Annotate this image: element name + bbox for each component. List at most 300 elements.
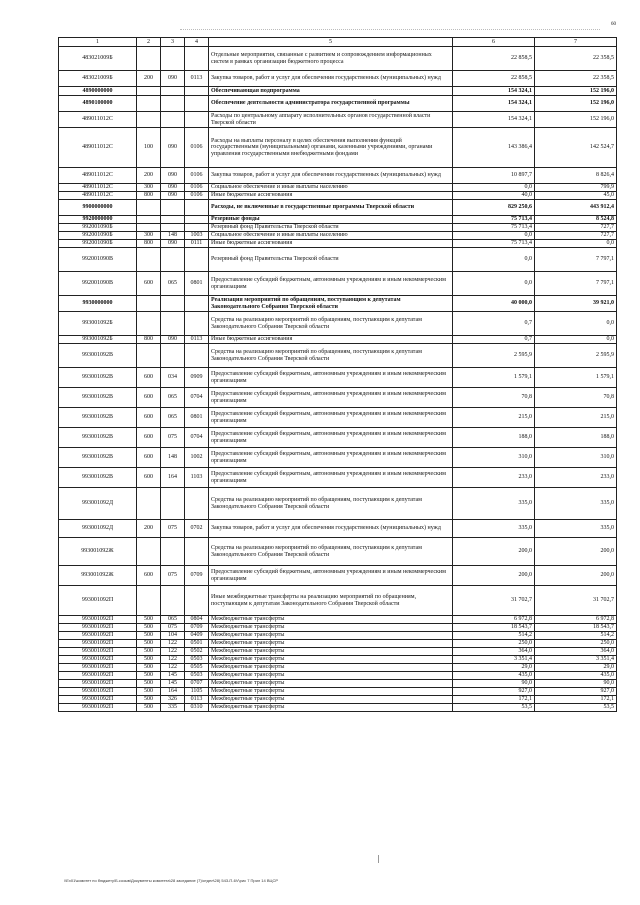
row-amount-1: 188,0 — [453, 428, 535, 448]
row-amount-2: 45,0 — [535, 192, 617, 200]
row-rz: 148 — [161, 448, 185, 468]
row-code: 483021009Б — [59, 47, 137, 71]
row-amount-2: 6 972,8 — [535, 616, 617, 624]
row-pr: 0409 — [185, 632, 209, 640]
table-row — [59, 296, 617, 312]
row-rz — [161, 488, 185, 520]
row-name: Предоставление субсидий бюджетным, автономным учреждениям и иным некоммерческим организациям — [209, 408, 453, 428]
row-amount-1: 70,8 — [453, 388, 535, 408]
row-name: Межбюджетные трансферты — [209, 624, 453, 632]
row-name: Иные бюджетные ассигнования — [209, 336, 453, 344]
row-name: Предоставление субсидий бюджетным, автономным учреждениям и иным некоммерческим организациям — [209, 272, 453, 296]
row-rz: 090 — [161, 192, 185, 200]
row-code: 993001092П — [59, 688, 137, 696]
row-code: 993001092Б — [59, 336, 137, 344]
row-amount-1: 143 386,4 — [453, 128, 535, 168]
row-amount-1: 18 543,7 — [453, 624, 535, 632]
row-amount-2: 200,0 — [535, 538, 617, 566]
table-row — [59, 428, 617, 448]
row-rz: 090 — [161, 168, 185, 184]
table-row — [59, 468, 617, 488]
row-vr: 600 — [137, 368, 161, 388]
table-row — [59, 184, 617, 192]
row-amount-2: 0,0 — [535, 312, 617, 336]
row-amount-1: 3 351,4 — [453, 656, 535, 664]
row-vr — [137, 216, 161, 224]
row-code: 993001092П — [59, 632, 137, 640]
row-amount-1: 154 324,1 — [453, 96, 535, 112]
row-amount-2: 310,0 — [535, 448, 617, 468]
row-vr: 500 — [137, 656, 161, 664]
table-row — [59, 312, 617, 336]
row-code: 993001092П — [59, 648, 137, 656]
row-name: Иные бюджетные ассигнования — [209, 192, 453, 200]
row-pr: 1003 — [185, 232, 209, 240]
row-amount-1: 0,0 — [453, 232, 535, 240]
row-pr: 0310 — [185, 704, 209, 712]
row-amount-2: 1 579,1 — [535, 368, 617, 388]
row-pr: 0503 — [185, 672, 209, 680]
row-vr: 600 — [137, 566, 161, 586]
row-amount-1: 22 858,5 — [453, 71, 535, 87]
row-vr: 600 — [137, 272, 161, 296]
row-amount-2: 0,0 — [535, 336, 617, 344]
row-name: Средства на реализацию мероприятий по обращениям, поступающим к депутатам Законодательного Собрания Тверской области — [209, 488, 453, 520]
table-row — [59, 632, 617, 640]
row-name: Межбюджетные трансферты — [209, 680, 453, 688]
row-code: 993001092В — [59, 344, 137, 368]
row-rz: 122 — [161, 664, 185, 672]
row-pr: 0709 — [185, 624, 209, 632]
row-code: 992001090В — [59, 248, 137, 272]
col-header-5: 5 — [209, 38, 453, 47]
row-amount-2: 8 826,4 — [535, 168, 617, 184]
row-vr: 800 — [137, 192, 161, 200]
row-code: 993001092П — [59, 616, 137, 624]
row-name: Социальное обеспечение и иные выплаты населению — [209, 184, 453, 192]
row-pr: 0106 — [185, 192, 209, 200]
row-vr: 500 — [137, 688, 161, 696]
row-pr: 0909 — [185, 368, 209, 388]
row-rz — [161, 586, 185, 616]
row-name: Реализация мероприятий по обращениям, поступающим к депутатам Законодательного Собрания Тверской области — [209, 296, 453, 312]
row-code: 4890100000 — [59, 96, 137, 112]
row-vr: 500 — [137, 616, 161, 624]
row-code: 993001092В — [59, 408, 137, 428]
row-name: Предоставление субсидий бюджетным, автономным учреждениям и иным некоммерческим организациям — [209, 566, 453, 586]
row-amount-2: 53,5 — [535, 704, 617, 712]
table-row — [59, 388, 617, 408]
row-amount-1: 2 595,9 — [453, 344, 535, 368]
row-name: Расходы, не включенные в государственные программы Тверской области — [209, 200, 453, 216]
table-row — [59, 696, 617, 704]
row-vr: 500 — [137, 704, 161, 712]
row-pr: 1002 — [185, 448, 209, 468]
row-rz: 335 — [161, 704, 185, 712]
row-amount-2: 7 797,1 — [535, 248, 617, 272]
row-code: 489011012С — [59, 184, 137, 192]
table-row — [59, 336, 617, 344]
row-code: 992001090В — [59, 272, 137, 296]
row-rz — [161, 87, 185, 96]
row-code: 993001092Ж — [59, 566, 137, 586]
row-amount-1: 31 702,7 — [453, 586, 535, 616]
row-name: Иные межбюджетные трансферты на реализацию мероприятий по обращениям, поступающим к депутатам Законодательного Собрания Тверской области — [209, 586, 453, 616]
row-pr: 1103 — [185, 468, 209, 488]
row-vr — [137, 224, 161, 232]
row-amount-1: 514,2 — [453, 632, 535, 640]
table-row — [59, 224, 617, 232]
row-amount-2: 90,0 — [535, 680, 617, 688]
row-amount-2: 31 702,7 — [535, 586, 617, 616]
row-amount-2: 18 543,7 — [535, 624, 617, 632]
row-amount-1: 364,0 — [453, 648, 535, 656]
row-pr: 0106 — [185, 168, 209, 184]
row-name: Предоставление субсидий бюджетным, автономным учреждениям и иным некоммерческим организациям — [209, 388, 453, 408]
row-code: 9920000000 — [59, 216, 137, 224]
row-pr: 0106 — [185, 128, 209, 168]
row-code: 489011012С — [59, 112, 137, 128]
row-vr — [137, 47, 161, 71]
row-pr — [185, 488, 209, 520]
table-row — [59, 640, 617, 648]
row-amount-2: 29,0 — [535, 664, 617, 672]
row-vr: 200 — [137, 168, 161, 184]
row-amount-2: 443 912,4 — [535, 200, 617, 216]
row-rz: 075 — [161, 566, 185, 586]
row-name: Резервный фонд Правительства Тверской области — [209, 224, 453, 232]
row-amount-1: 75 713,4 — [453, 216, 535, 224]
row-vr — [137, 586, 161, 616]
row-rz: 122 — [161, 656, 185, 664]
row-amount-2: 22 358,5 — [535, 71, 617, 87]
col-header-4: 4 — [185, 38, 209, 47]
table-row — [59, 240, 617, 248]
row-amount-2: 364,0 — [535, 648, 617, 656]
row-rz — [161, 216, 185, 224]
header-row — [59, 38, 617, 47]
row-code: 483021009Б — [59, 71, 137, 87]
row-vr — [137, 538, 161, 566]
row-pr: 0106 — [185, 184, 209, 192]
row-code: 993001092В — [59, 448, 137, 468]
row-code: 993001092П — [59, 680, 137, 688]
row-pr: 0502 — [185, 648, 209, 656]
row-name: Средства на реализацию мероприятий по обращениям, поступающим к депутатам Законодательного Собрания Тверской области — [209, 538, 453, 566]
budget-table — [58, 37, 617, 712]
row-pr — [185, 224, 209, 232]
table-row — [59, 96, 617, 112]
row-vr: 500 — [137, 696, 161, 704]
row-pr — [185, 586, 209, 616]
row-amount-2: 70,8 — [535, 388, 617, 408]
row-code: 993001092Д — [59, 520, 137, 538]
row-pr: 0111 — [185, 240, 209, 248]
row-rz: 164 — [161, 688, 185, 696]
row-rz: 104 — [161, 632, 185, 640]
row-vr: 500 — [137, 640, 161, 648]
row-amount-1: 40,0 — [453, 192, 535, 200]
row-amount-1: 335,0 — [453, 488, 535, 520]
row-rz: 065 — [161, 272, 185, 296]
row-rz: 164 — [161, 468, 185, 488]
table-row — [59, 616, 617, 624]
row-code: 993001092П — [59, 624, 137, 632]
row-rz: 090 — [161, 184, 185, 192]
table-row — [59, 648, 617, 656]
row-rz: 065 — [161, 408, 185, 428]
row-amount-2: 0,0 — [535, 240, 617, 248]
row-name: Предоставление субсидий бюджетным, автономным учреждениям и иным некоммерческим организациям — [209, 368, 453, 388]
row-amount-2: 215,0 — [535, 408, 617, 428]
row-amount-1: 0,7 — [453, 312, 535, 336]
row-code: 993001092П — [59, 656, 137, 664]
row-vr — [137, 488, 161, 520]
row-name: Расходы на выплаты персоналу в целях обеспечения выполнения функций государственными (муниципальными) органами, казенными учреждениями, органами управления государственными внебюджетными фондами — [209, 128, 453, 168]
row-name: Закупка товаров, работ и услуг для обеспечения государственных (муниципальных) нужд — [209, 71, 453, 87]
row-vr: 500 — [137, 624, 161, 632]
row-amount-1: 90,0 — [453, 680, 535, 688]
row-name: Расходы по центральному аппарату исполнительных органов государственной власти Тверской области — [209, 112, 453, 128]
table-row — [59, 168, 617, 184]
row-amount-2: 435,0 — [535, 672, 617, 680]
row-pr: 0709 — [185, 566, 209, 586]
table-row — [59, 704, 617, 712]
row-amount-2: 335,0 — [535, 488, 617, 520]
row-amount-1: 310,0 — [453, 448, 535, 468]
row-rz — [161, 296, 185, 312]
row-amount-1: 29,0 — [453, 664, 535, 672]
row-pr: 0113 — [185, 71, 209, 87]
row-name: Межбюджетные трансферты — [209, 696, 453, 704]
row-code: 993001092П — [59, 696, 137, 704]
row-rz: 090 — [161, 336, 185, 344]
row-amount-2: 799,9 — [535, 184, 617, 192]
row-pr: 0704 — [185, 388, 209, 408]
row-amount-2: 172,1 — [535, 696, 617, 704]
row-pr: 0702 — [185, 520, 209, 538]
row-name: Предоставление субсидий бюджетным, автономным учреждениям и иным некоммерческим организациям — [209, 448, 453, 468]
table-row — [59, 672, 617, 680]
table-row — [59, 232, 617, 240]
row-rz — [161, 248, 185, 272]
row-amount-2: 2 595,9 — [535, 344, 617, 368]
row-rz — [161, 312, 185, 336]
row-pr — [185, 87, 209, 96]
row-code: 993001092Б — [59, 312, 137, 336]
row-amount-2: 514,2 — [535, 632, 617, 640]
table-row — [59, 586, 617, 616]
row-amount-1: 75 713,4 — [453, 240, 535, 248]
table-row — [59, 624, 617, 632]
row-amount-1: 1 579,1 — [453, 368, 535, 388]
row-vr — [137, 87, 161, 96]
row-name: Межбюджетные трансферты — [209, 664, 453, 672]
row-rz — [161, 344, 185, 368]
row-name: Межбюджетные трансферты — [209, 616, 453, 624]
row-pr — [185, 312, 209, 336]
row-pr — [185, 538, 209, 566]
row-code: 993001092Ж — [59, 538, 137, 566]
row-rz: 122 — [161, 648, 185, 656]
row-rz: 075 — [161, 624, 185, 632]
row-code: 489011012С — [59, 192, 137, 200]
row-vr: 500 — [137, 648, 161, 656]
table-row — [59, 200, 617, 216]
row-amount-2: 727,7 — [535, 232, 617, 240]
row-amount-1: 0,0 — [453, 248, 535, 272]
row-pr: 0804 — [185, 616, 209, 624]
row-name: Межбюджетные трансферты — [209, 640, 453, 648]
row-amount-1: 6 972,8 — [453, 616, 535, 624]
row-name: Межбюджетные трансферты — [209, 672, 453, 680]
row-pr: 0704 — [185, 428, 209, 448]
row-vr: 200 — [137, 71, 161, 87]
row-rz: 065 — [161, 388, 185, 408]
table-row — [59, 408, 617, 428]
row-amount-2: 727,7 — [535, 224, 617, 232]
row-vr: 200 — [137, 520, 161, 538]
row-vr: 500 — [137, 664, 161, 672]
row-vr: 800 — [137, 336, 161, 344]
row-vr: 600 — [137, 468, 161, 488]
row-code: 993001092П — [59, 664, 137, 672]
row-amount-2: 39 921,0 — [535, 296, 617, 312]
row-amount-1: 22 858,5 — [453, 47, 535, 71]
row-rz: 090 — [161, 240, 185, 248]
row-pr: 0501 — [185, 640, 209, 648]
table-row — [59, 688, 617, 696]
scan-artifact-mark — [378, 855, 379, 863]
row-code: 9930000000 — [59, 296, 137, 312]
row-amount-2: 152 196,0 — [535, 87, 617, 96]
row-code: 4890000000 — [59, 87, 137, 96]
row-amount-1: 0,0 — [453, 272, 535, 296]
row-rz — [161, 200, 185, 216]
row-pr — [185, 344, 209, 368]
row-name: Отдельные мероприятия, связанные с развитием и сопровождением информационных систем в рамках организации бюджетного процесса — [209, 47, 453, 71]
row-code: 993001092П — [59, 672, 137, 680]
table-row — [59, 680, 617, 688]
table-row — [59, 87, 617, 96]
row-vr: 600 — [137, 408, 161, 428]
row-pr — [185, 112, 209, 128]
row-code: 993001092П — [59, 640, 137, 648]
row-code: 489011012С — [59, 168, 137, 184]
row-name: Межбюджетные трансферты — [209, 632, 453, 640]
table-row — [59, 112, 617, 128]
table-row — [59, 71, 617, 87]
row-amount-2: 3 351,4 — [535, 656, 617, 664]
row-pr: 0801 — [185, 272, 209, 296]
row-amount-1: 40 000,0 — [453, 296, 535, 312]
row-name: Средства на реализацию мероприятий по обращениям, поступающим к депутатам Законодательного Собрания Тверской области — [209, 312, 453, 336]
row-vr — [137, 200, 161, 216]
row-vr — [137, 112, 161, 128]
table-row — [59, 488, 617, 520]
row-name: Закупка товаров, работ и услуг для обеспечения государственных (муниципальных) нужд — [209, 520, 453, 538]
row-amount-1: 172,1 — [453, 696, 535, 704]
row-name: Предоставление субсидий бюджетным, автономным учреждениям и иным некоммерческим организациям — [209, 428, 453, 448]
row-pr — [185, 248, 209, 272]
row-vr: 100 — [137, 128, 161, 168]
row-code: 993001092В — [59, 428, 137, 448]
table-row — [59, 128, 617, 168]
row-amount-1: 75 713,4 — [453, 224, 535, 232]
row-name: Резервные фонды — [209, 216, 453, 224]
row-code: 993001092В — [59, 468, 137, 488]
row-amount-1: 435,0 — [453, 672, 535, 680]
row-rz: 090 — [161, 71, 185, 87]
footer-file-path: \\Ex01\комитет по бюджету\Б.созыв\Документы комитета\28 заседание (7)\отдел\28) 543-П-6V\рис 7 Прил 14 ВЦСР — [64, 878, 279, 883]
row-pr — [185, 296, 209, 312]
row-amount-1: 829 250,6 — [453, 200, 535, 216]
row-amount-2: 335,0 — [535, 520, 617, 538]
row-amount-2: 188,0 — [535, 428, 617, 448]
table-row — [59, 368, 617, 388]
row-code: 993001092В — [59, 388, 137, 408]
table-row — [59, 448, 617, 468]
row-name: Обеспечивающая подпрограмма — [209, 87, 453, 96]
table-row — [59, 566, 617, 586]
row-pr: 1105 — [185, 688, 209, 696]
row-rz: 090 — [161, 128, 185, 168]
row-vr — [137, 96, 161, 112]
col-header-1: 1 — [59, 38, 137, 47]
row-name: Межбюджетные трансферты — [209, 656, 453, 664]
row-vr — [137, 312, 161, 336]
table-row — [59, 538, 617, 566]
row-code: 993001092Д — [59, 488, 137, 520]
row-pr: 0801 — [185, 408, 209, 428]
row-rz: 034 — [161, 368, 185, 388]
row-amount-2: 8 524,8 — [535, 216, 617, 224]
row-name: Межбюджетные трансферты — [209, 688, 453, 696]
row-pr — [185, 96, 209, 112]
row-name: Иные бюджетные ассигнования — [209, 240, 453, 248]
row-rz: 145 — [161, 672, 185, 680]
table-row — [59, 664, 617, 672]
row-vr: 500 — [137, 672, 161, 680]
row-amount-2: 152 196,0 — [535, 96, 617, 112]
row-amount-1: 250,0 — [453, 640, 535, 648]
row-code: 993001092П — [59, 704, 137, 712]
row-amount-2: 233,0 — [535, 468, 617, 488]
row-amount-2: 200,0 — [535, 566, 617, 586]
row-code: 489011012С — [59, 128, 137, 168]
row-pr: 0707 — [185, 680, 209, 688]
row-code: 993001092П — [59, 586, 137, 616]
row-amount-1: 200,0 — [453, 566, 535, 586]
row-amount-1: 233,0 — [453, 468, 535, 488]
row-amount-2: 142 524,7 — [535, 128, 617, 168]
row-rz: 075 — [161, 428, 185, 448]
row-rz — [161, 224, 185, 232]
row-vr: 300 — [137, 184, 161, 192]
col-header-6: 6 — [453, 38, 535, 47]
row-amount-2: 152 196,0 — [535, 112, 617, 128]
row-amount-2: 250,0 — [535, 640, 617, 648]
row-amount-1: 335,0 — [453, 520, 535, 538]
table-row — [59, 344, 617, 368]
row-rz: 122 — [161, 640, 185, 648]
row-name: Межбюджетные трансферты — [209, 648, 453, 656]
scan-artifact-line — [180, 29, 600, 31]
row-amount-2: 7 797,1 — [535, 272, 617, 296]
row-amount-1: 0,0 — [453, 184, 535, 192]
row-code: 992001090Б — [59, 224, 137, 232]
row-vr — [137, 248, 161, 272]
